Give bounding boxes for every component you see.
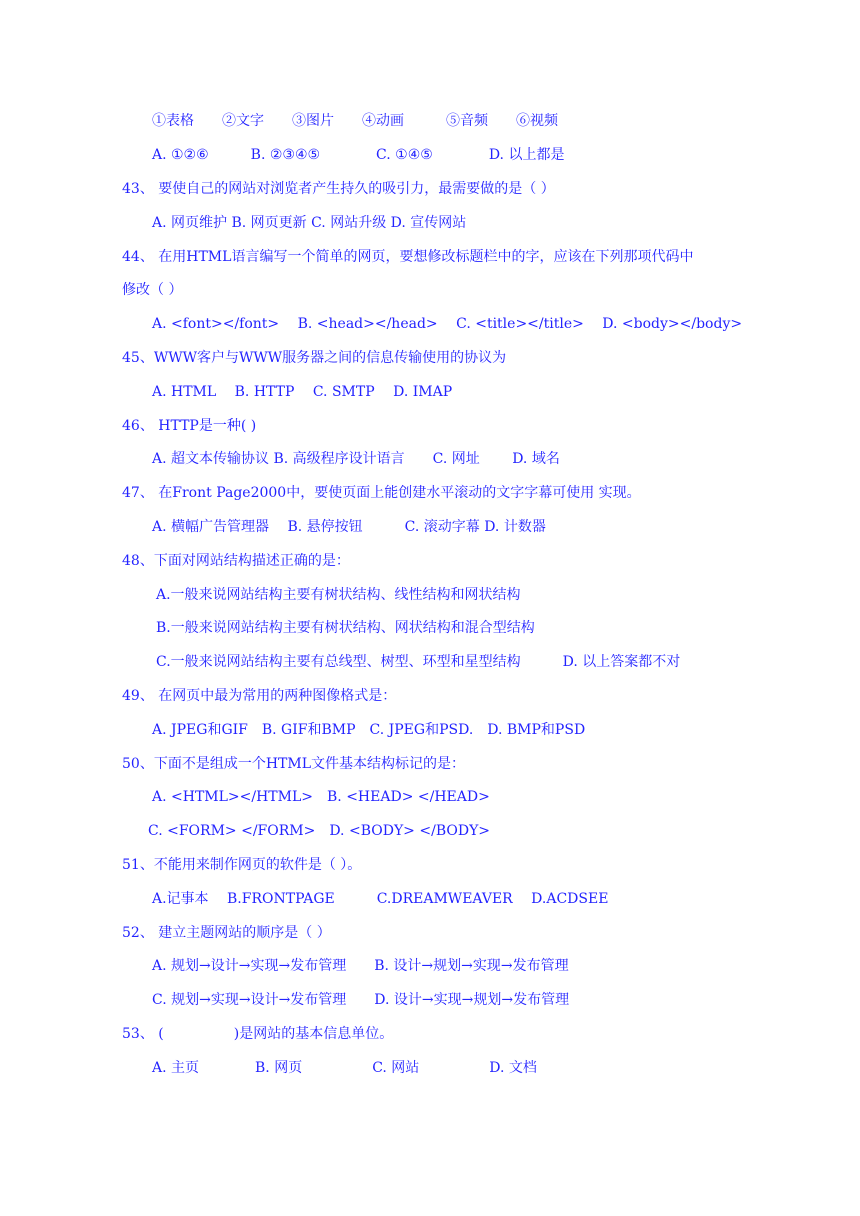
q46-choices: A. 超文本传输协议 B. 高级程序设计语言 C. 网址 D. 域名 bbox=[152, 451, 560, 467]
q44-question-cont: 修改（ ） bbox=[122, 282, 183, 298]
q53-choices: A. 主页 B. 网页 C. 网站 D. 文档 bbox=[152, 1060, 537, 1076]
q52-choices-cd: C. 规划→实现→设计→发布管理 D. 设计→实现→规划→发布管理 bbox=[152, 992, 570, 1008]
q45-choices: A. HTML B. HTTP C. SMTP D. IMAP bbox=[152, 384, 453, 400]
q43-question: 43、 要使自己的网站对浏览者产生持久的吸引力，最需要做的是（ ） bbox=[122, 181, 555, 197]
q48-choice-b: B.一般来说网站结构主要有树状结构、网状结构和混合型结构 bbox=[156, 620, 535, 636]
q42-option-items: ①表格 ②文字 ③图片 ④动画 ⑤音频 ⑥视频 bbox=[152, 113, 558, 129]
q50-question: 50、下面不是组成一个HTML文件基本结构标记的是： bbox=[122, 756, 465, 772]
q50-choices-cd: C. <FORM> </FORM> D. <BODY> </BODY> bbox=[148, 823, 491, 839]
q42-choices: A. ①②⑥ B. ②③④⑤ C. ①④⑤ D. 以上都是 bbox=[152, 147, 565, 163]
q51-choices: A.记事本 B.FRONTPAGE C.DREAMWEAVER D.ACDSEE bbox=[152, 891, 609, 907]
q49-choices: A. JPEG和GIF B. GIF和BMP C. JPEG和PSD. D. BMP和PSD bbox=[152, 722, 586, 738]
q48-choice-a: A.一般来说网站结构主要有树状结构、线性结构和网状结构 bbox=[156, 587, 521, 603]
q50-choices-ab: A. <HTML></HTML> B. <HEAD> </HEAD> bbox=[152, 789, 490, 805]
q44-question: 44、 在用HTML语言编写一个简单的网页，要想修改标题栏中的字，应该在下列那项代码中 bbox=[122, 249, 694, 265]
q45-question: 45、WWW客户与WWW服务器之间的信息传输使用的协议为 bbox=[122, 350, 507, 366]
q48-question: 48、下面对网站结构描述正确的是： bbox=[122, 553, 350, 569]
q49-question: 49、 在网页中最为常用的两种图像格式是： bbox=[122, 688, 397, 704]
q43-choices: A. 网页维护 B. 网页更新 C. 网站升级 D. 宣传网站 bbox=[152, 215, 467, 231]
q52-question: 52、 建立主题网站的顺序是（ ） bbox=[122, 925, 331, 941]
q47-choices: A. 横幅广告管理器 B. 悬停按钮 C. 滚动字幕 D. 计数器 bbox=[152, 519, 546, 535]
q48-choice-c-d: C.一般来说网站结构主要有总线型、树型、环型和星型结构 D. 以上答案都不对 bbox=[156, 654, 681, 670]
q51-question: 51、不能用来制作网页的软件是（ ）。 bbox=[122, 857, 362, 873]
q53-question: 53、 ( )是网站的基本信息单位。 bbox=[122, 1026, 394, 1042]
q52-choices-ab: A. 规划→设计→实现→发布管理 B. 设计→规划→实现→发布管理 bbox=[152, 958, 569, 974]
q46-question: 46、 HTTP是一种( ) bbox=[122, 418, 257, 434]
q44-choices: A. <font></font> B. <head></head> C. <title></title> D. <body></body> bbox=[152, 316, 743, 332]
q47-question: 47、 在Front Page2000中，要使页面上能创建水平滚动的文字字幕可使用 实现。 bbox=[122, 485, 641, 501]
